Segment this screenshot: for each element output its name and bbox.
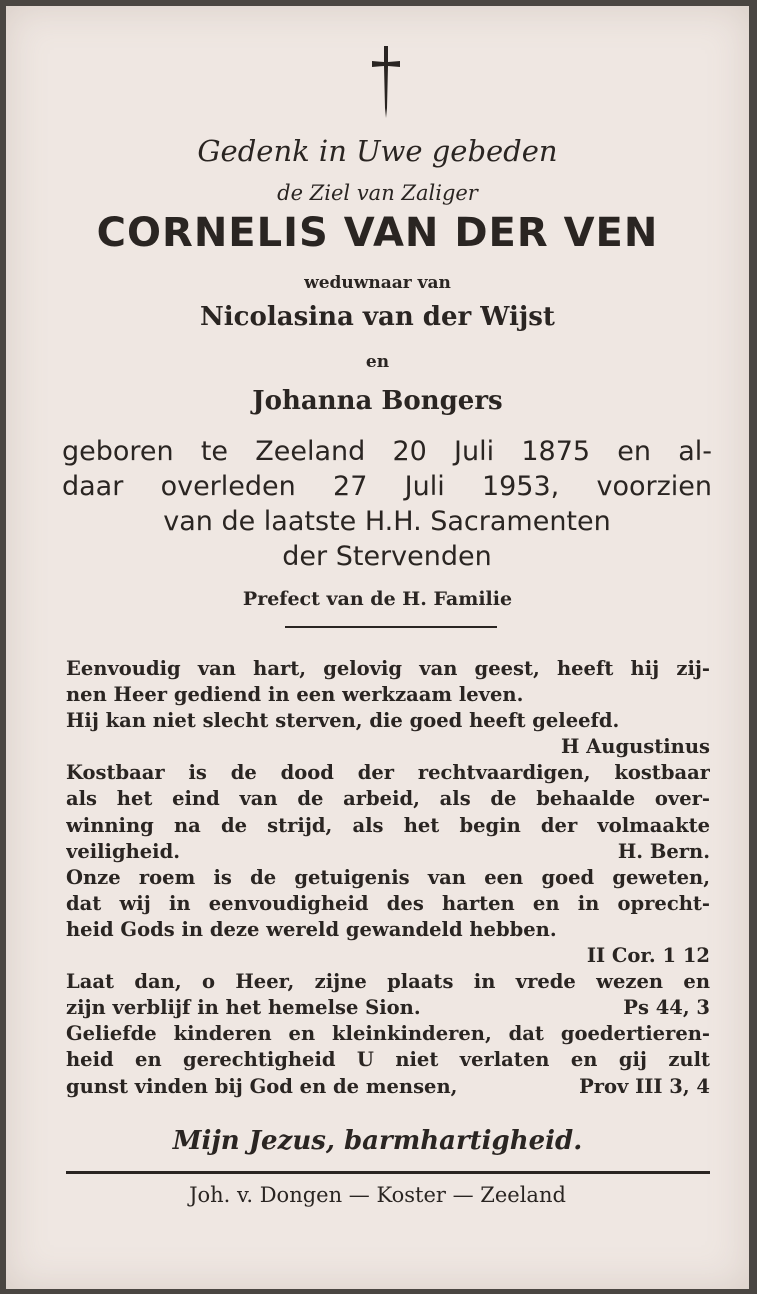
verse-line-split: [66, 995, 710, 1021]
verse-line-split: [66, 1074, 710, 1100]
verses-block: [66, 656, 710, 1100]
cross-icon: [371, 44, 401, 120]
verse-line-split: [66, 839, 710, 865]
divider: [285, 626, 497, 628]
verse-attribution: Prov III 3, 4: [579, 1074, 710, 1098]
verse-line: Kostbaar is de dood der rechtvaardigen, kostbaar: [66, 761, 710, 785]
printer-line: Joh. v. Dongen — Koster — Zeeland: [189, 1183, 566, 1207]
verse-line: gunst vinden bij God en de mensen,: [66, 1074, 458, 1098]
memorial-card: [6, 6, 749, 1289]
verse-line: nen Heer gediend in een werkzaam leven.: [66, 683, 524, 707]
gedenk-heading: Gedenk in Uwe gebeden: [197, 134, 558, 168]
bio-line: daar overleden 27 Juli 1953, voorzien: [62, 471, 712, 502]
verse-attribution: H Augustinus: [560, 735, 710, 759]
verse-line: winning na de strijd, als het begin der volmaakte: [66, 813, 710, 837]
verse-line: dat wij in eenvoudigheid des harten en in oprecht-: [66, 891, 710, 915]
verse-attribution: Ps 44, 3: [623, 996, 710, 1020]
verse-line: als het eind van de arbeid, als de behaalde over-: [66, 787, 710, 811]
widower-label: weduwnaar van: [304, 273, 451, 293]
verse-line: Laat dan, o Heer, zijne plaats in vrede wezen en: [66, 970, 710, 994]
verse-line: heid Gods in deze wereld gewandeld hebben.: [66, 917, 557, 941]
motto: Mijn Jezus, barmhartigheid.: [172, 1126, 583, 1156]
verse-attribution: II Cor. 1 12: [586, 944, 710, 968]
deceased-name: CORNELIS VAN DER VEN: [96, 210, 659, 256]
verse-line: zijn verblijf in het hemelse Sion.: [66, 996, 421, 1020]
verse-line: heid en gerechtigheid U niet verlaten en gij zult: [66, 1048, 710, 1072]
bio-line: van de laatste H.H. Sacramenten: [163, 506, 611, 537]
verse-line: Eenvoudig van hart, gelovig van geest, heeft hij zij-: [66, 657, 710, 680]
prefect-line: Prefect van de H. Familie: [242, 588, 513, 610]
bio-line: geboren te Zeeland 20 Juli 1875 en al-: [62, 436, 712, 467]
first-wife-name: Nicolasina van der Wijst: [200, 302, 555, 332]
bio-line: der Stervenden: [282, 541, 492, 572]
verse-line: Hij kan niet slecht sterven, die goed heeft geleefd.: [66, 709, 620, 733]
bio-text: [62, 434, 712, 574]
verse-line: Onze roem is de getuigenis van een goed geweten,: [66, 865, 710, 889]
second-wife-name: Johanna Bongers: [252, 386, 503, 416]
and-label: en: [365, 352, 390, 372]
footer-divider: [66, 1171, 710, 1174]
ziel-subheading: de Ziel van Zaliger: [277, 181, 478, 205]
verse-line: veiligheid.: [66, 839, 181, 863]
verse-attribution: H. Bern.: [617, 839, 710, 863]
verse-line: Geliefde kinderen en kleinkinderen, dat goedertieren-: [66, 1022, 710, 1046]
